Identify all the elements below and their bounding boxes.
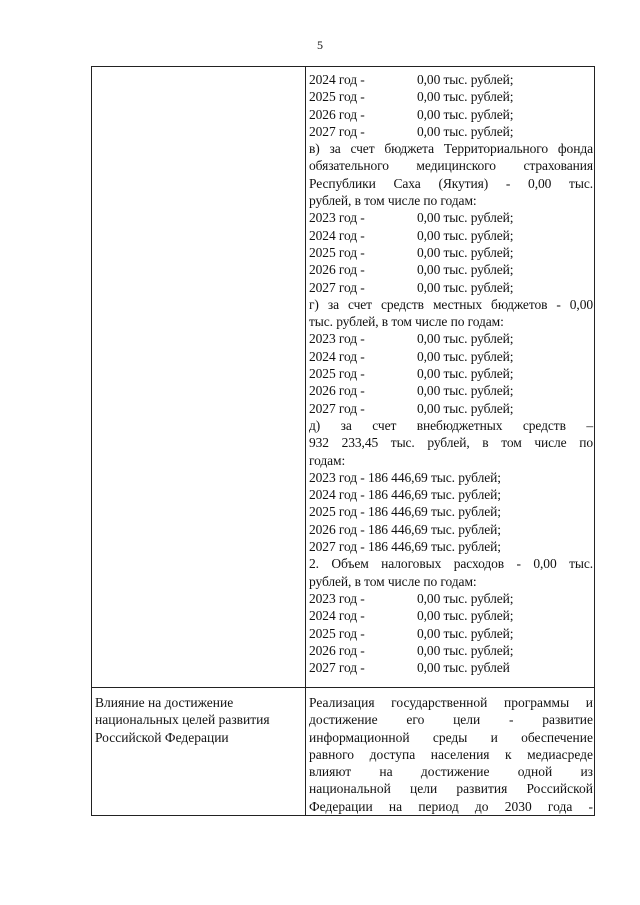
year-line: 2027 год - 0,00 тыс. рублей; <box>309 123 514 139</box>
year-line: 2027 год - 0,00 тыс. рублей <box>309 660 510 676</box>
tax-paragraph: 2. Объем налоговых расходов - 0,00 тыс. рублей, в том числе по годам: <box>309 556 593 589</box>
year-line: 2023 год - 0,00 тыс. рублей; <box>309 210 514 226</box>
year-line: 2024 год - 186 446,69 тыс. рублей; <box>309 487 501 503</box>
influence-text-cell: Реализация государственной программы и достижение его цели - развитие информационной среды и обеспечение равного доступа населения к медиасреде влияют на достижение одной из национальной цели развития Российской Федерации на период до 2030 года - <box>309 695 593 814</box>
year-line: 2027 год - 0,00 тыс. рублей; <box>309 279 514 295</box>
year-line: 2027 год - 186 446,69 тыс. рублей; <box>309 539 501 555</box>
row-divider <box>92 687 594 688</box>
year-line: 2026 год - 0,00 тыс. рублей; <box>309 262 514 278</box>
year-line: 2025 год - 0,00 тыс. рублей; <box>309 89 514 105</box>
year-line: 2024 год - 0,00 тыс. рублей; <box>309 608 514 624</box>
extrabudget-paragraph: д) за счет внебюджетных средств – 932 233,45 тыс. рублей, в том числе по годам: <box>309 417 593 468</box>
year-line: 2025 год - 0,00 тыс. рублей; <box>309 625 514 641</box>
year-line: 2023 год - 0,00 тыс. рублей; <box>309 590 514 606</box>
influence-label-cell: Влияние на достижение национальных целей развития Российской Федерации <box>95 695 270 745</box>
year-line: 2023 год - 186 446,69 тыс. рублей; <box>309 469 501 485</box>
column-divider <box>305 67 306 815</box>
year-line: 2024 год - 0,00 тыс. рублей; <box>309 348 514 364</box>
page-number: 5 <box>317 38 323 52</box>
year-line: 2026 год - 186 446,69 тыс. рублей; <box>309 521 501 537</box>
year-line: 2024 год - 0,00 тыс. рублей; <box>309 227 514 243</box>
year-line: 2023 год - 0,00 тыс. рублей; <box>309 331 514 347</box>
year-line: 2025 год - 186 446,69 тыс. рублей; <box>309 504 501 520</box>
local-budget-paragraph: г) за счет средств местных бюджетов - 0,00 тыс. рублей, в том числе по годам: <box>309 296 593 330</box>
year-line: 2025 год - 0,00 тыс. рублей; <box>309 244 514 260</box>
program-passport-table <box>91 66 595 816</box>
year-line: 2024 год - 0,00 тыс. рублей; <box>309 72 514 87</box>
financing-cell <box>309 71 593 676</box>
year-line: 2026 год - 0,00 тыс. рублей; <box>309 106 514 122</box>
year-line: 2025 год - 0,00 тыс. рублей; <box>309 366 514 382</box>
tfoms-paragraph: в) за счет бюджета Территориального фонда обязательного медицинского страхования Республики Саха (Якутия) - 0,00 тыс. рублей, в том числе по годам: <box>309 141 593 209</box>
year-line: 2026 год - 0,00 тыс. рублей; <box>309 642 514 658</box>
year-line: 2027 год - 0,00 тыс. рублей; <box>309 400 514 416</box>
year-line: 2026 год - 0,00 тыс. рублей; <box>309 383 514 399</box>
